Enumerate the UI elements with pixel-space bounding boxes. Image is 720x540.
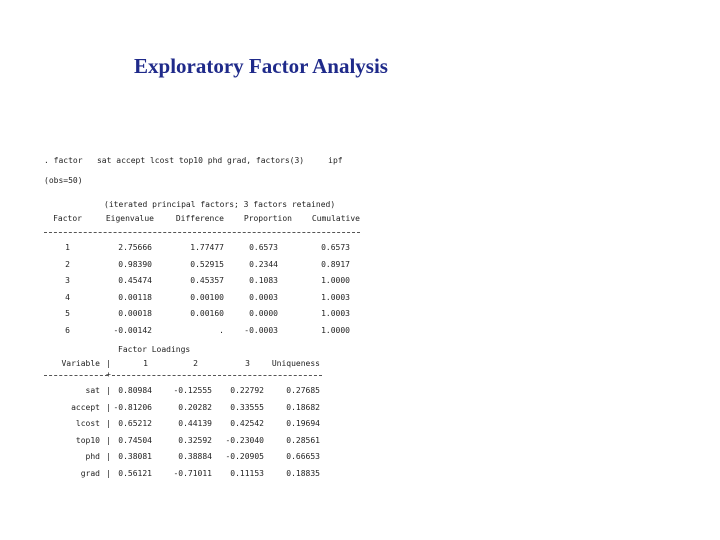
eigen-header-difference: Difference	[175, 214, 224, 223]
eigen-cell-proportion: 0.0000	[249, 309, 278, 318]
loadings-caption: Factor Loadings	[118, 345, 191, 354]
loadings-row-separator: |	[106, 468, 111, 478]
loadings-cell-factor3: 0.33555	[230, 402, 264, 412]
loadings-divider-plus: +	[106, 370, 111, 379]
page-title: Exploratory Factor Analysis	[134, 54, 388, 78]
eigen-cell-proportion: 0.2344	[249, 259, 278, 269]
eigen-cell-difference: 0.45357	[190, 276, 224, 285]
loadings-cell-factor1: 0.65212	[118, 419, 152, 428]
loadings-cell-factor2: -0.12555	[173, 386, 212, 395]
loadings-cell-uniqueness: 0.28561	[286, 435, 320, 445]
eigen-cell-eigenvalue: 0.00118	[118, 292, 152, 302]
loadings-cell-factor1: 0.38081	[118, 452, 152, 461]
eigen-cell-eigenvalue: 0.45474	[118, 276, 152, 285]
loadings-row-separator: |	[106, 402, 111, 412]
eigen-divider	[44, 232, 360, 233]
loadings-cell-uniqueness: 0.27685	[286, 386, 320, 395]
loadings-row-separator: |	[106, 452, 111, 461]
loadings-cell-factor3: 0.11153	[230, 468, 264, 478]
eigen-cell-factor: 3	[65, 276, 70, 285]
loadings-cell-factor2: 0.32592	[178, 435, 212, 445]
loadings-header-3: 3	[245, 359, 250, 368]
loadings-cell-factor2: 0.20282	[178, 402, 212, 412]
loadings-cell-uniqueness: 0.18835	[286, 468, 320, 478]
loadings-cell-factor2: 0.44139	[178, 419, 212, 428]
eigen-cell-difference: .	[219, 325, 224, 335]
loadings-header-separator: |	[106, 359, 111, 368]
loadings-cell-factor1: -0.81206	[113, 402, 152, 412]
obs-count: (obs=50)	[44, 176, 83, 185]
eigen-header-eigenvalue: Eigenvalue	[105, 214, 154, 223]
loadings-row-separator: |	[106, 386, 111, 395]
eigen-cell-eigenvalue: 0.98390	[118, 259, 152, 269]
eigen-header-factor: Factor	[53, 214, 82, 223]
eigen-cell-cumulative: 0.8917	[321, 259, 350, 269]
command-line: . factor sat accept lcost top10 phd grad, factors(3) ipf	[44, 156, 343, 165]
loadings-divider-left	[44, 375, 108, 376]
eigen-cell-cumulative: 1.0003	[321, 292, 350, 302]
eigen-cell-cumulative: 1.0003	[321, 309, 350, 318]
eigen-cell-cumulative: 1.0000	[321, 276, 350, 285]
eigen-cell-difference: 0.00100	[190, 292, 224, 302]
loadings-cell-factor1: 0.74504	[118, 435, 152, 445]
eigen-cell-eigenvalue: -0.00142	[113, 325, 152, 335]
loadings-row-separator: |	[106, 419, 111, 428]
eigen-cell-proportion: 0.0003	[249, 292, 278, 302]
loadings-cell-factor3: 0.42542	[230, 419, 264, 428]
eigen-cell-difference: 1.77477	[190, 243, 224, 252]
eigen-cell-factor: 1	[65, 243, 70, 252]
eigen-cell-difference: 0.52915	[190, 259, 224, 269]
eigen-cell-proportion: -0.0003	[244, 325, 278, 335]
loadings-cell-variable: sat	[85, 386, 100, 395]
eigen-cell-factor: 5	[65, 309, 70, 318]
loadings-header-uniqueness: Uniqueness	[271, 359, 320, 368]
eigen-cell-factor: 4	[65, 292, 70, 302]
loadings-cell-uniqueness: 0.66653	[286, 452, 320, 461]
loadings-cell-variable: phd	[85, 452, 100, 461]
loadings-cell-factor1: 0.80984	[118, 386, 152, 395]
loadings-cell-factor3: -0.23040	[225, 435, 264, 445]
eigen-cell-factor: 6	[65, 325, 70, 335]
eigen-header-cumulative: Cumulative	[311, 214, 360, 223]
loadings-cell-variable: accept	[71, 402, 100, 412]
loadings-cell-factor1: 0.56121	[118, 468, 152, 478]
loadings-cell-variable: grad	[80, 468, 100, 478]
eigen-cell-cumulative: 0.6573	[321, 243, 350, 252]
eigen-cell-difference: 0.00160	[190, 309, 224, 318]
loadings-cell-factor3: -0.20905	[225, 452, 264, 461]
loadings-cell-variable: top10	[75, 435, 100, 445]
loadings-divider-right	[112, 375, 322, 376]
loadings-header-2: 2	[193, 359, 198, 368]
loadings-header-1: 1	[143, 359, 148, 368]
eigen-cell-eigenvalue: 0.00018	[118, 309, 152, 318]
loadings-cell-uniqueness: 0.18682	[286, 402, 320, 412]
loadings-row-separator: |	[106, 435, 111, 445]
eigen-cell-proportion: 0.6573	[249, 243, 278, 252]
loadings-cell-factor2: 0.38884	[178, 452, 212, 461]
eigen-cell-proportion: 0.1083	[249, 276, 278, 285]
eigen-header-proportion: Proportion	[243, 214, 292, 223]
eigen-cell-cumulative: 1.0000	[321, 325, 350, 335]
eigen-cell-eigenvalue: 2.75666	[118, 243, 152, 252]
loadings-header-variable: Variable	[61, 359, 100, 368]
loadings-cell-variable: lcost	[75, 419, 100, 428]
loadings-cell-factor2: -0.71011	[173, 468, 212, 478]
eigen-caption: (iterated principal factors; 3 factors retained)	[104, 200, 336, 209]
loadings-cell-uniqueness: 0.19694	[286, 419, 320, 428]
loadings-cell-factor3: 0.22792	[230, 386, 264, 395]
eigen-cell-factor: 2	[65, 259, 70, 269]
